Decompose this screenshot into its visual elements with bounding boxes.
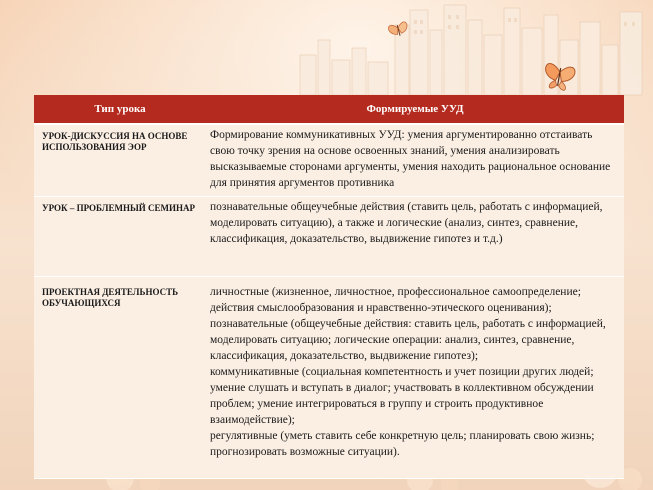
lesson-type-cell: УРОК – ПРОБЛЕМНЫЙ СЕМИНАР [34,197,206,277]
table-row [34,277,624,479]
header-uud: Формируемые УУД [206,95,624,124]
uud-communicative-text: коммуникативные (социальная компетентность и учет позиции других людей; умение слушать и вступать в диалог; участвовать в коллективном обсуждении проблем; умение интегрироваться в группу и строить продуктивное взаимодействие); [210,366,594,426]
uud-personal-text: личностные (жизненное, личностное, профессиональное самоопределение; действия смыслообразования и нравственно-этического оценивания); [210,286,581,314]
table-row [34,124,624,197]
uud-cognitive-text: познавательные (общеучебные действия: ставить цель, работать с информацией, моделировать ситуацию; логические операции: анализ, синтез, сравнение, классификация, доказательство, выдвижение гипотез); [210,318,606,362]
uud-description-cell: познавательные общеучебные действия (ставить цель, работать с информацией, моделировать ситуацию), а также и логические (анализ, синтез, сравнение, классификация, доказательство, выдвижение гипотез и т.д.) [206,197,624,277]
table-row [34,197,624,277]
table-header-row [34,95,624,124]
lesson-types-table [34,95,624,479]
lesson-type-cell: УРОК-ДИСКУССИЯ НА ОСНОВЕ ИСПОЛЬЗОВАНИЯ ЭОР [34,124,206,197]
uud-regulatory-text: регулятивные (уметь ставить себе конкретную цель; планировать свою жизнь; прогнозировать возможные ситуации). [210,430,595,458]
uud-description-cell [206,277,624,479]
header-lesson-type: Тип урока [34,95,206,124]
lesson-type-cell: ПРОЕКТНАЯ ДЕЯТЕЛЬНОСТЬ ОБУЧАЮЩИХСЯ [34,277,206,479]
uud-description-cell: Формирование коммуникативных УУД: умения аргументированно отстаивать свою точку зрения на основе освоенных знаний, умения анализировать высказываемые сторонами аргументы, умения находить рациональное основание для принятия аргументов противника [206,124,624,197]
